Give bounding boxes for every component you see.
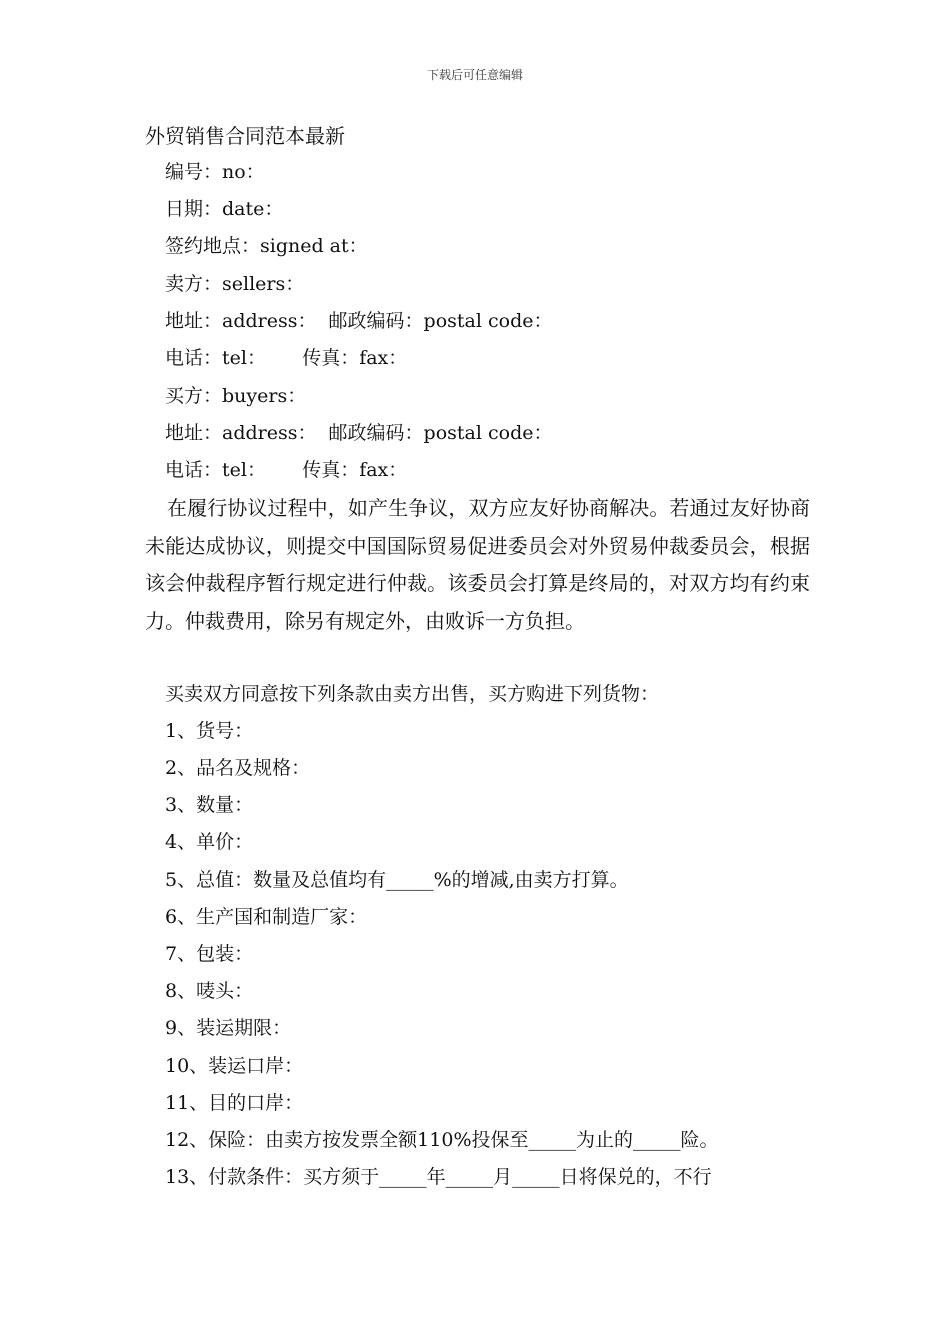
clause-item: 9、装运期限：	[165, 1017, 292, 1039]
field-contract-no: 编号：no：	[165, 161, 265, 183]
field-date: 日期：date：	[165, 198, 284, 220]
clause-item: 5、总值：数量及总值均有_____%的增减,由卖方打算。	[165, 869, 629, 891]
clause-item: 7、包装：	[165, 943, 254, 965]
field-seller-address: 地址：address： 邮政编码：postal code：	[165, 310, 553, 332]
arbitration-paragraph: 在履行协议过程中，如产生争议，双方应友好协商解决。若通过友好协商未能达成协议，则提交中国国际贸易促进委员会对外贸易仲裁委员会，根据该会仲裁程序暂行规定进行仲裁。该委员会打算是终局的，对双方均有约束力。仲裁费用，除另有规定外，由败诉一方负担。	[145, 496, 810, 633]
field-buyer-address: 地址：address： 邮政编码：postal code：	[165, 422, 553, 444]
field-buyers: 买方：buyers：	[165, 385, 307, 407]
document-title: 外贸销售合同范本最新	[145, 124, 345, 148]
clause-item: 4、单价：	[165, 831, 254, 853]
clause-item: 13、付款条件：买方须于_____年_____月_____日将保兑的，不行	[165, 1166, 712, 1188]
clause-item: 3、数量：	[165, 794, 254, 816]
clause-item: 2、品名及规格：	[165, 757, 311, 779]
intro-line: 买卖双方同意按下列条款由卖方出售，买方购进下列货物：	[165, 683, 660, 705]
field-buyer-phone: 电话：tel： 传真：fax：	[165, 459, 408, 481]
field-signed-at: 签约地点：signed at：	[165, 235, 368, 257]
clause-item: 8、唛头：	[165, 980, 254, 1002]
clause-item: 12、保险：由卖方按发票全额110%投保至_____为止的_____险。	[165, 1129, 719, 1151]
clause-item: 11、目的口岸：	[165, 1092, 304, 1114]
clause-item: 1、货号：	[165, 720, 254, 742]
field-seller-phone: 电话：tel： 传真：fax：	[165, 347, 408, 369]
page-header: 下载后可任意编辑	[426, 68, 523, 82]
clause-item: 6、生产国和制造厂家：	[165, 906, 368, 928]
field-sellers: 卖方：sellers：	[165, 273, 305, 295]
clause-item: 10、装运口岸：	[165, 1055, 304, 1077]
